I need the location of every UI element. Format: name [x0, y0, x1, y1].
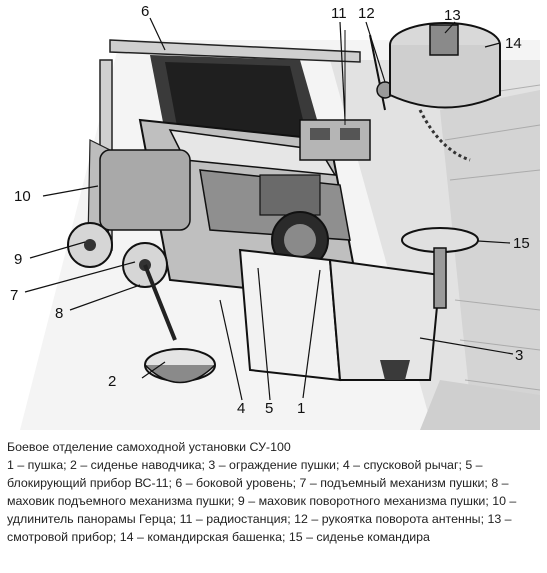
- callout-8: 8: [55, 305, 64, 322]
- callout-5: 5: [265, 400, 274, 417]
- callout-2: 2: [108, 373, 117, 390]
- callout-3: 3: [515, 347, 524, 364]
- callout-7: 7: [10, 287, 19, 304]
- caption-title: Боевое отделение самоходной установки СУ-100: [7, 440, 291, 454]
- callout-13: 13: [444, 7, 461, 24]
- callout-15: 15: [513, 235, 530, 252]
- callout-12: 12: [358, 5, 375, 22]
- callout-4: 4: [237, 400, 246, 417]
- figure-caption: [7, 438, 539, 546]
- callout-14: 14: [505, 35, 522, 52]
- caption-legend: 1 – пушка; 2 – сиденье наводчика; 3 – ограждение пушки; 4 – спусковой рычаг; 5 – блокирующий прибор ВС-11; 6 – боковой уровень; 7 – подъемный механизм пушки; 8 – маховик подъемного механизма пушки; 9 – маховик поворотного механизма пушки; 10 – удлинитель панорамы Герца; 11 – радиостанция; 12 – рукоятка поворота антенны; 13 – смотровой прибор; 14 – командирская башенка; 15 – сиденье командира: [7, 458, 517, 544]
- callout-11: 11: [331, 5, 347, 22]
- callout-1: 1: [297, 400, 306, 417]
- gunner-seat: [145, 349, 215, 383]
- callout-6: 6: [141, 3, 150, 20]
- callout-9: 9: [14, 251, 23, 268]
- callout-10: 10: [14, 188, 31, 205]
